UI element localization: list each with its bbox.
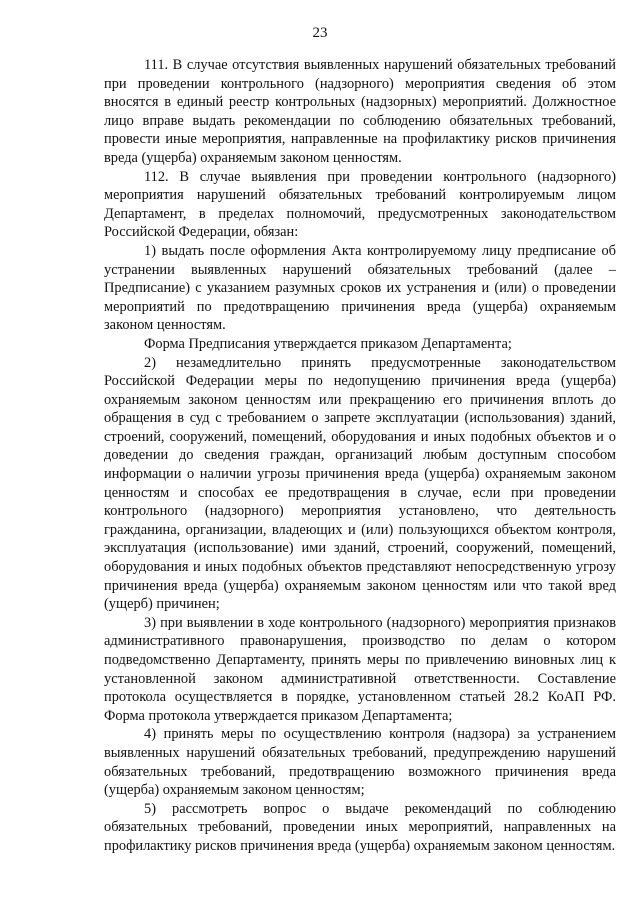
paragraph-111: 111. В случае отсутствия выявленных нарушений обязательных требований при проведении контрольного (надзорного) мероприятия сведения об этом вносятся в единый реестр контрольных (надзорных) мероприятий. Должностное лицо вправе выдать рекомендации по соблюдению обязательных требований, провести иные мероприятия, направленные на профилактику рисков причинения вреда (ущерба) охраняемым законом ценностям. [104,57,616,166]
paragraph-form-note: Форма Предписания утверждается приказом Департамента; [144,335,512,352]
list-item-1: 1) выдать после оформления Акта контролируемому лицу предписание об устранении выявленных нарушений обязательных требований (далее – Предписание) с указанием разумных сроков их устранения и (или) о проведении мероприятий по предотвращению причинения вреда (ущерба) охраняемым законом ценностям. [104,242,616,334]
paragraph-112: 112. В случае выявления при проведении контрольного (надзорного) мероприятия нарушений обязательных требований контролируемым лицом Департамент, в пределах полномочий, предусмотренных законодательством Российской Федерации, обязан: [104,168,616,241]
list-item-4: 4) принять меры по осуществлению контроля (надзора) за устранением выявленных нарушений обязательных требований, предупреждению нарушений обязательных требований, предотвращению возможного причинения вреда (ущерба) охраняемым законом ценностям; [104,726,616,799]
document-body [104,56,616,856]
list-item-5: 5) рассмотреть вопрос о выдаче рекомендаций по соблюдению обязательных требований, проведении иных мероприятий, направленных на профилактику рисков причинения вреда (ущерба) охраняемым законом ценностям. [104,800,616,854]
list-item-3: 3) при выявлении в ходе контрольного (надзорного) мероприятия признаков административного правонарушения, производство по делам о котором подведомственно Департаменту, принять меры по привлечению виновных лиц к установленной законом административной ответственности. Составление протокола осуществляется в порядке, установленном статьей 28.2 КоАП РФ. Форма протокола утверждается приказом Департамента; [104,614,616,724]
list-item-2: 2) незамедлительно принять предусмотренные законодательством Российской Федерации меры по недопущению причинения вреда (ущерба) охраняемым законом ценностям или прекращению его причинения вплоть до обращения в суд с требованием о запрете эксплуатации (использования) зданий, строений, сооружений, помещений, оборудования и иных подобных объектов и о доведении до сведения граждан, организаций любым доступным способом информации о наличии угрозы причинения вреда (ущерба) охраняемым законом ценностям и способах ее предотвращения в случае, если при проведении контрольного (надзорного) мероприятия установлено, что деятельность гражданина, организации, владеющих и (или) пользующихся объектом контроля, эксплуатация (использование) ими зданий, строений, сооружений, помещений, оборудования и иных подобных объектов представляют непосредственную угрозу причинения вреда (ущерба) охраняемым законом ценностям или что такой вред (ущерб) причинен; [104,354,616,613]
page-number: 23 [312,25,328,41]
